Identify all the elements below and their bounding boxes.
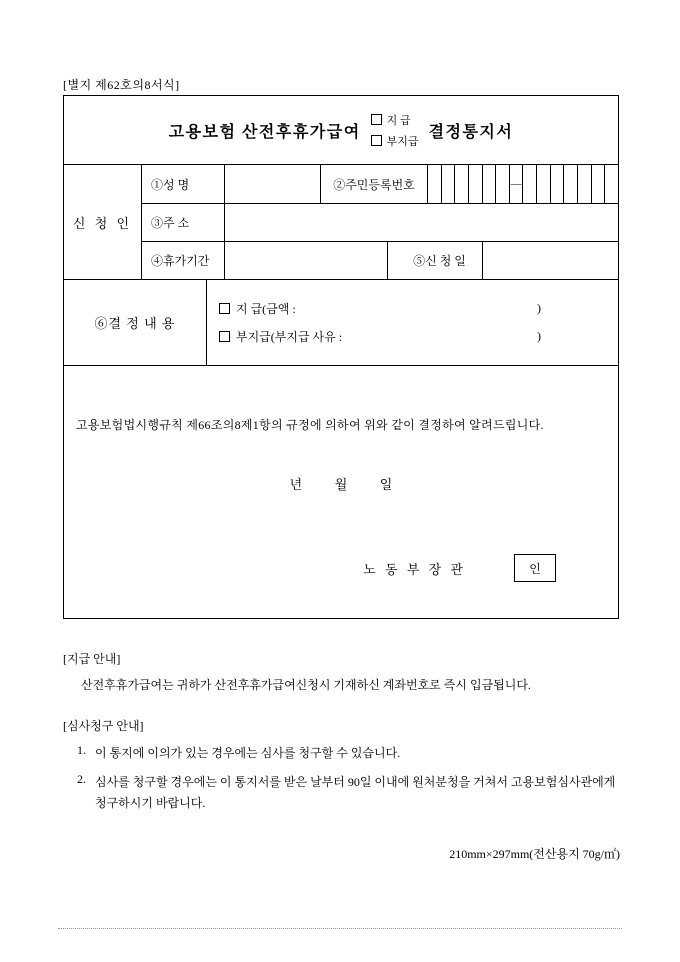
- rrn-digit-cell[interactable]: [591, 165, 605, 203]
- address-input-field[interactable]: [224, 204, 618, 241]
- period-label: ④휴가기간: [151, 254, 210, 268]
- form-code: [별지 제62호의8서식]: [63, 78, 180, 92]
- name-label: ①성 명: [151, 177, 190, 192]
- decision-pay-line: [219, 300, 541, 317]
- apply-date-input-field[interactable]: [482, 242, 618, 279]
- rrn-label: ②주민등록번호: [320, 165, 427, 203]
- guide-appeal-item-1: [63, 743, 620, 763]
- address-label: ③주 소: [151, 216, 190, 230]
- guide-pay-title: [지급 안내]: [63, 652, 121, 666]
- item-text: 심사를 청구할 경우에는 이 통지서를 받은 날부터 90일 이내에 원처분청을 거쳐서 고용보험심사관에게 청구하시기 바랍니다.: [95, 775, 616, 810]
- applicant-row-address: [142, 203, 618, 241]
- cut-line: [58, 928, 622, 929]
- apply-date-label: ⑤신 청 일: [387, 242, 482, 279]
- rrn-digit-cell[interactable]: [482, 165, 496, 203]
- rrn-digit-cell[interactable]: [441, 165, 455, 203]
- rrn-dash-cell: —: [509, 165, 523, 203]
- rrn-digit-cell[interactable]: [604, 165, 618, 203]
- signer-title: 노 동 부 장 관: [363, 561, 466, 577]
- checkbox-nopay-icon[interactable]: [371, 135, 382, 146]
- form-title-prefix: 고용보험 산전후휴가급여: [168, 123, 361, 141]
- title-checkbox-nopay[interactable]: [371, 133, 419, 149]
- item-text: 이 통지에 이의가 있는 경우에는 심사를 청구할 수 있습니다.: [95, 746, 401, 760]
- checkbox-decision-nopay-icon[interactable]: [219, 331, 230, 342]
- decision-pay-label: 지 급(금액 :: [236, 301, 296, 316]
- decision-section-label: ⑥결 정 내 용: [94, 316, 176, 331]
- rrn-digit-cell[interactable]: [577, 165, 591, 203]
- seal-box: 인: [514, 554, 556, 582]
- decision-section: [64, 279, 618, 365]
- name-input-field[interactable]: [224, 165, 320, 203]
- paper-spec: 210mm×297mm(전산용지 70g/㎡): [449, 847, 620, 861]
- guide-appeal-title: [심사청구 안내]: [63, 719, 144, 733]
- checkbox-nopay-label: 부지급: [386, 135, 419, 148]
- signer-row: [363, 554, 556, 582]
- guide-section: [63, 650, 620, 813]
- notice-text: 고용보험법시행규칙 제66조의8제1항의 규정에 의하여 위와 같이 결정하여 알려드립니다.: [76, 418, 544, 432]
- applicant-section-label: 신 청 인: [72, 215, 133, 231]
- form-title-row: [64, 96, 618, 164]
- checkbox-pay-icon[interactable]: [371, 114, 382, 125]
- rrn-digit-cell[interactable]: [468, 165, 482, 203]
- checkbox-decision-pay-icon[interactable]: [219, 303, 230, 314]
- rrn-digit-cell[interactable]: [522, 165, 536, 203]
- rrn-digit-cell[interactable]: [428, 165, 441, 203]
- decision-content: [206, 280, 618, 365]
- title-checkbox-pay[interactable]: [371, 112, 419, 128]
- rrn-digit-cell[interactable]: [495, 165, 509, 203]
- decision-nopay-close-paren: ): [537, 329, 541, 344]
- item-number: 2.: [77, 772, 86, 787]
- rrn-digit-cell[interactable]: [563, 165, 577, 203]
- date-line: 년 월 일: [289, 477, 393, 492]
- applicant-row-name: [142, 165, 618, 203]
- checkbox-pay-label: 지 급: [386, 114, 411, 127]
- guide-appeal-item-2: [63, 772, 620, 813]
- guide-pay-text: 산전후휴가급여는 귀하가 산전후휴가급여신청시 기재하신 계좌번호로 즉시 입금됩니다.: [81, 678, 531, 692]
- applicant-row-period: [142, 241, 618, 279]
- main-form-table: [63, 95, 619, 619]
- period-input-field[interactable]: [224, 242, 387, 279]
- decision-nopay-line: [219, 328, 541, 345]
- notice-section: [64, 365, 618, 618]
- rrn-digit-cell[interactable]: [536, 165, 550, 203]
- rrn-digit-cell[interactable]: [454, 165, 468, 203]
- applicant-section: [64, 164, 618, 279]
- item-number: 1.: [77, 743, 86, 757]
- decision-nopay-label: 부지급(부지급 사유 :: [236, 330, 343, 345]
- form-title-suffix: 결정통지서: [428, 123, 514, 141]
- title-checkbox-group: [371, 112, 419, 149]
- rrn-digit-cell[interactable]: [550, 165, 564, 203]
- rrn-digit-boxes: [427, 165, 618, 203]
- decision-pay-close-paren: ): [537, 300, 541, 315]
